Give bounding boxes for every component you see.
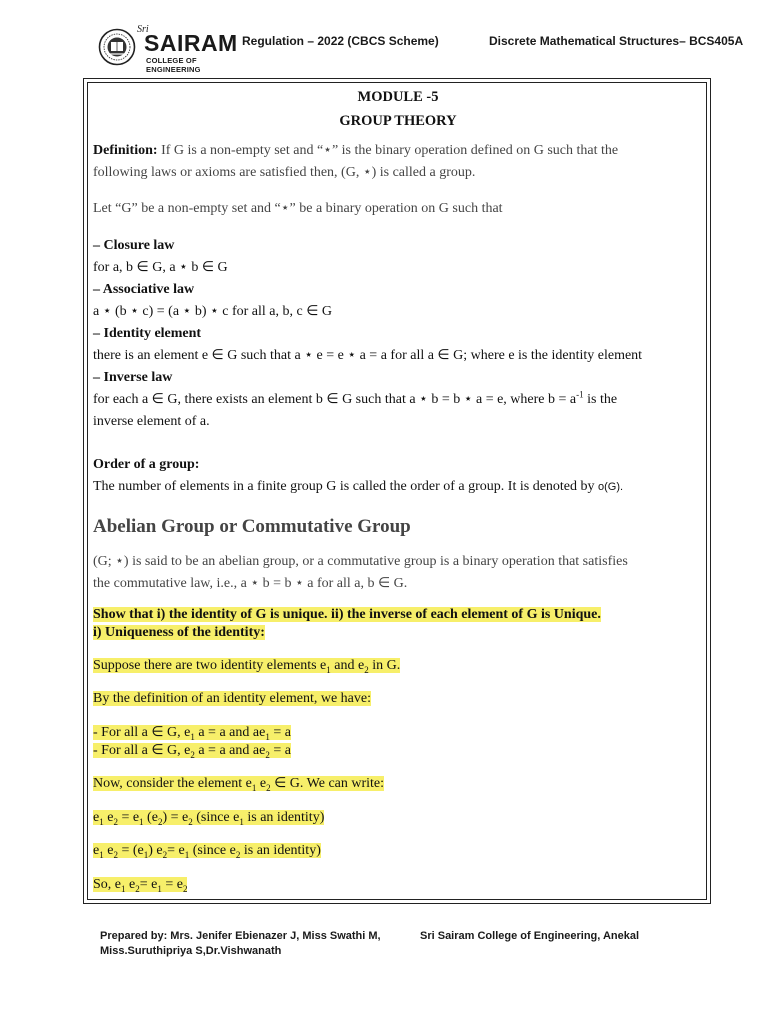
uniqueness-heading — [93, 622, 693, 644]
prepared-by: Prepared by: Mrs. Jenifer Ebienazer J, Miss Swathi M, Miss.Suruthipriya S,Dr.Vishwanath — [100, 930, 381, 957]
now-consider-text: Now, consider the element $e_1$ $e_2$ ∈ G. We can write: — [93, 776, 385, 793]
closure-label — [93, 235, 693, 257]
for-all-text-2: - For all a ∈ G, $e_2$ a = a and $ae_2 = a$ — [93, 743, 291, 760]
assoc-label-text: – Associative law — [93, 282, 195, 297]
by-definition-text: By the definition of an identity element, we have: — [93, 691, 371, 706]
by-definition-line — [93, 688, 693, 710]
order-label — [93, 454, 693, 476]
course-title: Discrete Mathematical Structures– BCS405A — [489, 34, 744, 48]
now-consider-line — [93, 773, 693, 795]
order-label-text: Order of a group: — [93, 457, 200, 472]
abelian-text-2: the commutative law, i.e., a ⋆ b = b ⋆ a for all a, b ∈ G. — [93, 576, 408, 591]
identity-label-text: – Identity element — [93, 326, 202, 341]
definition-line-2: following laws or axioms are satisfied then, (G, ⋆) is called a group. — [93, 165, 476, 180]
closure-label-text: – Closure law — [93, 238, 175, 253]
equation-2-text: $e_1$ $e_2 = (e_1)$ $e_2= e_1$ (since $e_2$ is an identity) — [93, 843, 321, 860]
module-heading: MODULE -5 — [357, 89, 439, 105]
equation-3 — [93, 874, 693, 896]
college-seal-icon — [98, 28, 136, 66]
logo-name: SAIRAM — [144, 30, 238, 56]
let-statement: Let “G” be a non-empty set and “⋆” be a binary operation on G such that — [93, 201, 503, 216]
assoc-text: a ⋆ (b ⋆ c) = (a ⋆ b) ⋆ c for all a, b, c ∈ G — [93, 304, 333, 319]
order-text — [93, 476, 713, 498]
identity-label — [93, 323, 693, 345]
equation-1 — [93, 807, 693, 829]
abelian-heading: Abelian Group or Commutative Group — [93, 516, 411, 537]
module-title: GROUP THEORY — [339, 113, 457, 129]
equation-3-text: So, $e_1$ $e_2= e_1 = e_2$ — [93, 877, 188, 894]
inverse-superscript: -1 — [576, 389, 584, 400]
assoc-label — [93, 279, 693, 301]
inverse-label-text: – Inverse law — [93, 370, 173, 385]
inverse-text-2: inverse element of a. — [93, 414, 210, 429]
definition-text-1: If G is a non-empty set and “⋆” is the binary operation defined on G such that the — [157, 143, 619, 158]
inverse-text-1a: for each a ∈ G, there exists an element b ∈ G such that a ⋆ b = b ⋆ a = e, where b = a — [93, 392, 577, 407]
logo-sri-text: Sri — [137, 24, 149, 35]
order-text-b: o(G). — [598, 481, 624, 493]
order-text-a: The number of elements in a finite group G is called the order of a group. It is denoted by — [93, 479, 599, 494]
regulation-label: Regulation – 2022 (CBCS Scheme) — [242, 34, 439, 48]
abelian-text-1: (G; ⋆) is said to be an abelian group, or a commutative group is a binary operation that satisfies — [93, 554, 628, 569]
college-logo — [98, 24, 238, 74]
uniqueness-heading-text: i) Uniqueness of the identity: — [93, 625, 265, 640]
suppose-text: Suppose there are two identity elements $e_1$ and $e_2$ in G. — [93, 658, 401, 675]
closure-text: for a, b ∈ G, a ⋆ b ∈ G — [93, 260, 228, 275]
equation-2 — [93, 840, 693, 862]
logo-subtitle: COLLEGE OF ENGINEERING — [146, 56, 201, 74]
inverse-text-1b: is the — [583, 392, 618, 407]
for-all-text-1: - For all a ∈ G, $e_1$ a = a and $ae_1 = a$ — [93, 725, 291, 742]
definition-label: Definition: — [93, 143, 158, 158]
equation-1-text: $e_1$ $e_2 = e_1$ $(e_2) = e_2$ (since $e_1$ is an identity) — [93, 810, 325, 827]
page-header — [0, 0, 768, 72]
suppose-line — [93, 655, 693, 677]
for-all-line-2 — [93, 740, 693, 762]
inverse-label — [93, 367, 693, 389]
show-that-text: Show that i) the identity of G is unique. ii) the inverse of each element of G is Unique. — [93, 607, 601, 622]
definition-line-1 — [93, 140, 693, 162]
identity-text: there is an element e ∈ G such that a ⋆ e = e ⋆ a = a for all a ∈ G; where e is the identity element — [93, 348, 643, 363]
inverse-text-1 — [93, 389, 693, 411]
college-name: Sri Sairam College of Engineering, Anekal — [420, 930, 640, 942]
